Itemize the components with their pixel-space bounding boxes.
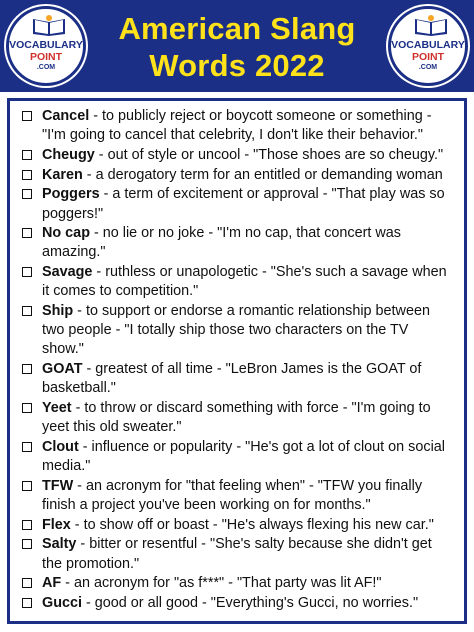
list-item — [20, 166, 454, 185]
slang-term: TFW — [42, 477, 74, 494]
slang-term: Yeet — [42, 400, 72, 417]
slang-definition: - good or all good - "Everything's Gucci, no worries." — [82, 595, 419, 612]
vocabulary-point-logo-left — [6, 6, 86, 86]
checkbox-icon — [22, 539, 32, 549]
list-item — [20, 594, 454, 613]
checkbox-icon — [22, 111, 32, 121]
slang-term: Clout — [42, 438, 79, 455]
list-item — [20, 399, 454, 437]
checkbox-icon — [22, 306, 32, 316]
logo-line1: VOCABULARY — [9, 39, 83, 51]
list-item — [20, 477, 454, 515]
title-line2: Words 2022 — [149, 48, 325, 83]
book-icon — [31, 15, 67, 37]
header-banner — [0, 0, 474, 92]
slang-definition: - a term of excitement or approval - "That play was so poggers!" — [42, 186, 445, 222]
slang-term: No cap — [42, 225, 90, 242]
slang-term: Gucci — [42, 595, 82, 612]
slang-definition: - out of style or uncool - "Those shoes are so cheugy." — [94, 146, 444, 163]
checkbox-icon — [22, 481, 32, 491]
list-item — [20, 224, 454, 262]
checkbox-icon — [22, 189, 32, 199]
slang-term: Karen — [42, 166, 83, 183]
logo-line1: VOCABULARY — [391, 39, 465, 51]
slang-definition: - to publicly reject or boycott someone or something - "I'm going to cancel that celebrity, I don't like their behavior." — [42, 108, 432, 144]
list-item — [20, 107, 454, 145]
checkbox-icon — [22, 598, 32, 608]
slang-term: Poggers — [42, 186, 100, 203]
slang-definition: - no lie or no joke - "I'm no cap, that concert was amazing." — [42, 225, 401, 261]
slang-term: GOAT — [42, 361, 83, 378]
checkbox-icon — [22, 403, 32, 413]
slang-list — [7, 98, 467, 624]
slang-definition: - to show off or boast - "He's always flexing his new car." — [70, 516, 434, 533]
checkbox-icon — [22, 150, 32, 160]
checkbox-icon — [22, 520, 32, 530]
slang-term: Cancel — [42, 108, 90, 124]
checkbox-icon — [22, 364, 32, 374]
slang-definition: - to support or endorse a romantic relationship between two people - "I totally ship those two characters on the TV show." — [42, 303, 430, 358]
slang-term: Flex — [42, 516, 71, 533]
checkbox-icon — [22, 578, 32, 588]
list-item — [20, 146, 454, 165]
slang-definition: - bitter or resentful - "She's salty because she didn't get the promotion." — [42, 536, 432, 572]
slang-definition: - ruthless or unapologetic - "She's such a savage when it comes to competition." — [42, 264, 447, 300]
vocabulary-point-logo-right — [388, 6, 468, 86]
slang-definition: - an acronym for "that feeling when" - "TFW you finally finish a project you've been working on for months." — [42, 477, 423, 514]
list-item — [20, 302, 454, 360]
slang-definition: - influence or popularity - "He's got a lot of clout on social media." — [42, 438, 445, 475]
slang-definition: - a derogatory term for an entitled or demanding woman — [82, 166, 443, 183]
page-title — [92, 10, 382, 84]
list-item — [20, 185, 454, 223]
checkbox-icon — [22, 267, 32, 277]
slang-term: Savage — [42, 264, 93, 281]
list-item — [20, 574, 454, 593]
slang-term: Ship — [42, 303, 74, 320]
slang-term: Salty — [42, 536, 77, 553]
book-icon — [413, 15, 449, 37]
checkbox-icon — [22, 228, 32, 238]
logo-site: .COM — [36, 64, 56, 71]
slang-definition: - an acronym for "as f***" - "That party was lit AF!" — [61, 575, 382, 592]
list-item — [20, 263, 454, 301]
checkbox-icon — [22, 442, 32, 452]
slang-term: Cheugy — [42, 146, 95, 163]
checkbox-icon — [22, 170, 32, 180]
title-line1: American Slang — [118, 11, 356, 46]
slang-definition: - greatest of all time - "LeBron James is the GOAT of basketball." — [42, 361, 422, 397]
list-item — [20, 438, 454, 476]
slang-definition: - to throw or discard something with force - "I'm going to yeet this old sweater." — [42, 400, 431, 436]
logo-line2: POINT — [29, 51, 63, 63]
list-item — [20, 516, 454, 535]
slang-term: AF — [42, 575, 62, 592]
logo-site: .COM — [418, 64, 438, 71]
logo-line2: POINT — [411, 51, 445, 63]
list-item — [20, 535, 454, 573]
list-item — [20, 360, 454, 398]
